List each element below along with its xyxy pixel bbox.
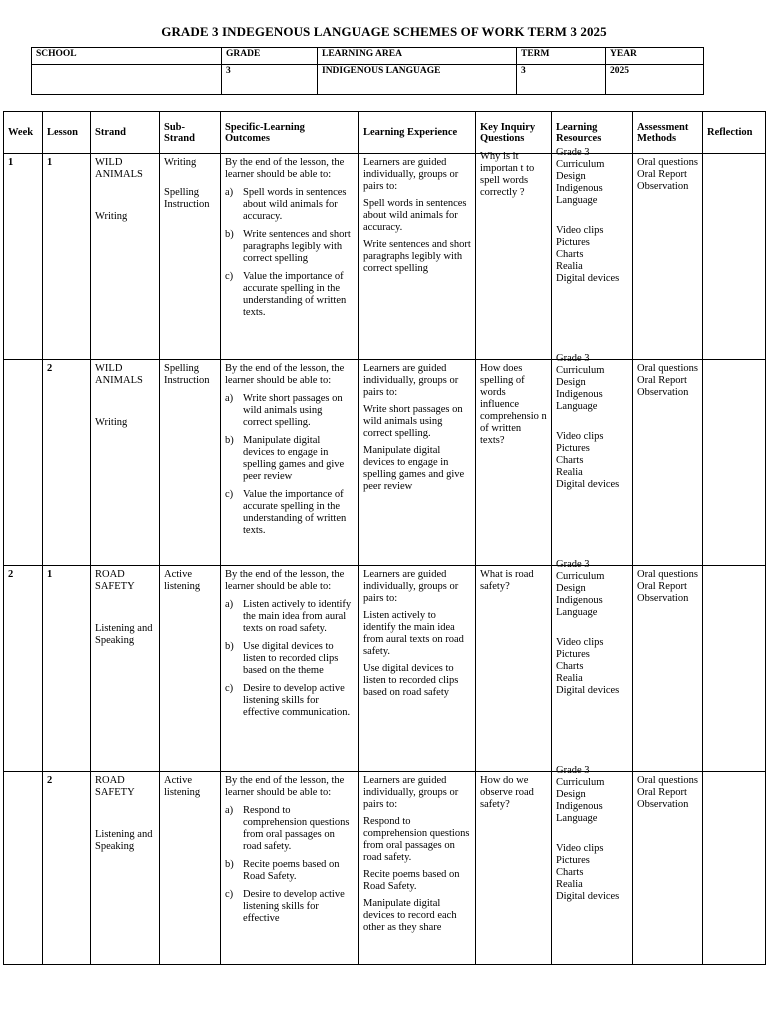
table-row xyxy=(4,772,766,965)
assessment-item: Oral Report xyxy=(637,375,687,386)
schemes-of-work-table xyxy=(3,111,766,965)
column-header-lesson: Lesson xyxy=(43,112,91,154)
table-row xyxy=(4,566,766,772)
outcomes-list xyxy=(225,187,354,319)
outcome-text: Write short passages on wild animals using correct spelling. xyxy=(243,393,343,428)
resource-item: Pictures xyxy=(556,855,590,866)
info-value-term: 3 xyxy=(517,65,606,95)
outcome-text: Use digital devices to listen to recorded clips based on the theme xyxy=(243,641,339,676)
info-header-year: YEAR xyxy=(606,48,704,65)
week-cell xyxy=(4,772,43,965)
reflection-cell xyxy=(703,154,766,360)
experience-text: Spell words in sentences about wild animals for accuracy. xyxy=(363,198,467,233)
learning-resources-cell xyxy=(552,353,633,566)
resources-design: Grade 3 Curriculum Design Indigenous Language xyxy=(556,765,605,824)
outcomes-list xyxy=(225,393,354,537)
outcome-item xyxy=(225,489,354,537)
resource-item: Realia xyxy=(556,879,583,890)
info-value-year: 2025 xyxy=(606,65,704,95)
column-header-week: Week xyxy=(4,112,43,154)
sub-strand-cell xyxy=(160,154,221,360)
outcome-item xyxy=(225,229,354,265)
assessment-methods-cell xyxy=(633,566,703,772)
strand-cell xyxy=(91,360,160,566)
inquiry-question: What is road safety? xyxy=(480,569,534,592)
assessment-item: Oral Report xyxy=(637,581,687,592)
experience-text: Learners are guided individually, groups or pairs to: xyxy=(363,569,459,604)
experience-text: Learners are guided individually, groups or pairs to: xyxy=(363,363,459,398)
assessment-methods-cell xyxy=(633,360,703,566)
sub-strand-name-secondary: Spelling Instruction xyxy=(164,187,210,210)
assessment-methods-cell xyxy=(633,772,703,965)
week-number: 2 xyxy=(8,569,14,580)
outcome-text: Manipulate digital devices to engage in spelling games and give peer review xyxy=(243,435,345,482)
week-number: 1 xyxy=(8,157,14,168)
resources-list xyxy=(556,843,628,903)
outcome-item xyxy=(225,187,354,223)
sub-strand-name: Spelling Instruction xyxy=(164,363,210,386)
experience-text: Use digital devices to listen to recorded clips based on road safety xyxy=(363,663,459,698)
assessment-methods-cell xyxy=(633,154,703,360)
strand-name: WILD ANIMALS xyxy=(95,157,143,180)
outcome-item xyxy=(225,641,354,677)
outcome-text: Desire to develop active listening skills for effective communication. xyxy=(243,683,351,718)
outcome-text: Value the importance of accurate spelling in the understanding of written texts. xyxy=(243,489,347,536)
resources-list xyxy=(556,637,628,697)
assessment-item: Oral Report xyxy=(637,169,687,180)
experience-text: Manipulate digital devices to engage in spelling games and give peer review xyxy=(363,445,465,492)
assessment-item: Observation xyxy=(637,181,689,192)
week-cell xyxy=(4,154,43,360)
resource-item: Pictures xyxy=(556,443,590,454)
sub-strand-cell xyxy=(160,772,221,965)
learning-experience-cell xyxy=(359,772,476,965)
resource-item: Realia xyxy=(556,261,583,272)
info-header-term: TERM xyxy=(517,48,606,65)
learning-experience-cell xyxy=(359,566,476,772)
resources-design: Grade 3 Curriculum Design Indigenous Language xyxy=(556,147,605,206)
learning-resources-cell xyxy=(552,559,633,772)
outcome-item xyxy=(225,683,354,719)
resource-item: Realia xyxy=(556,673,583,684)
column-header-learning-resources: Learning Resources xyxy=(552,112,633,154)
outcome-item xyxy=(225,393,354,429)
learning-experience-cell xyxy=(359,154,476,360)
sub-strand-cell xyxy=(160,360,221,566)
outcome-marker: c) xyxy=(225,683,234,694)
strand-cell xyxy=(91,772,160,965)
inquiry-question: Why is it importan t to spell words correctly ? xyxy=(480,151,535,198)
strand-name-secondary: Writing xyxy=(95,211,128,222)
outcome-marker: a) xyxy=(225,599,234,610)
reflection-cell xyxy=(703,360,766,566)
lesson-cell xyxy=(43,154,91,360)
resources-list xyxy=(556,431,628,491)
column-header-row xyxy=(4,112,766,154)
outcome-item xyxy=(225,859,354,883)
info-header-school: SCHOOL xyxy=(32,48,222,65)
outcome-intro: By the end of the lesson, the learner should be able to: xyxy=(225,775,345,798)
strand-name-secondary: Listening and Speaking xyxy=(95,623,153,646)
experience-text: Manipulate digital devices to record each other as they share xyxy=(363,898,457,933)
learning-outcomes-cell xyxy=(221,772,359,965)
strand-cell xyxy=(91,154,160,360)
column-header-sub-strand: Sub- Strand xyxy=(160,112,221,154)
resource-item: Charts xyxy=(556,867,584,878)
outcome-marker: b) xyxy=(225,641,234,652)
inquiry-question: How do we observe road safety? xyxy=(480,775,534,810)
strand-cell xyxy=(91,566,160,772)
resource-item: Video clips xyxy=(556,637,604,648)
column-header-key-inquiry-questions: Key Inquiry Questions xyxy=(476,112,552,154)
experience-text: Learners are guided individually, groups or pairs to: xyxy=(363,775,459,810)
sub-strand-cell xyxy=(160,566,221,772)
assessment-item: Observation xyxy=(637,387,689,398)
inquiry-question-cell xyxy=(476,360,552,566)
info-value-row xyxy=(32,65,704,95)
resource-item: Charts xyxy=(556,661,584,672)
assessment-item: Oral questions xyxy=(637,775,698,786)
learning-resources-cell xyxy=(552,765,633,965)
assessment-item: Observation xyxy=(637,593,689,604)
outcome-item xyxy=(225,271,354,319)
sub-strand-name: Active listening xyxy=(164,569,201,592)
resource-item: Digital devices xyxy=(556,273,620,284)
info-header-row xyxy=(32,48,704,65)
info-value-learning-area: INDIGENOUS LANGUAGE xyxy=(318,65,517,95)
experience-text: Recite poems based on Road Safety. xyxy=(363,869,460,892)
lesson-number: 1 xyxy=(47,157,53,168)
experience-text: Respond to comprehension questions from oral passages on road safety. xyxy=(363,816,470,863)
info-header-grade: GRADE xyxy=(222,48,318,65)
outcome-text: Value the importance of accurate spelling in the understanding of written texts. xyxy=(243,271,347,318)
sub-strand-name: Writing xyxy=(164,157,197,168)
assessment-item: Oral questions xyxy=(637,569,698,580)
resources-list xyxy=(556,225,628,285)
resource-item: Realia xyxy=(556,467,583,478)
outcome-text: Desire to develop active listening skills for effective xyxy=(243,889,345,924)
table-row xyxy=(4,360,766,566)
resource-item: Video clips xyxy=(556,431,604,442)
inquiry-question-cell xyxy=(476,151,552,360)
sub-strand-name: Active listening xyxy=(164,775,201,798)
outcome-marker: b) xyxy=(225,229,234,240)
resource-item: Digital devices xyxy=(556,891,620,902)
learning-outcomes-cell xyxy=(221,566,359,772)
outcome-marker: a) xyxy=(225,805,234,816)
outcome-text: Recite poems based on Road Safety. xyxy=(243,859,340,882)
outcome-item xyxy=(225,599,354,635)
learning-experience-cell xyxy=(359,360,476,566)
assessment-item: Oral questions xyxy=(637,157,698,168)
resource-item: Pictures xyxy=(556,237,590,248)
outcome-marker: c) xyxy=(225,889,234,900)
experience-text: Learners are guided individually, groups or pairs to: xyxy=(363,157,459,192)
resource-item: Charts xyxy=(556,455,584,466)
resource-item: Digital devices xyxy=(556,685,620,696)
lesson-number: 2 xyxy=(47,363,53,374)
week-cell xyxy=(4,360,43,566)
column-header-reflection: Reflection xyxy=(703,112,766,154)
inquiry-question: How does spelling of words influence comprehensio n of written texts? xyxy=(480,363,547,446)
resource-item: Video clips xyxy=(556,843,604,854)
outcome-text: Listen actively to identify the main idea from aural texts on road safety. xyxy=(243,599,352,634)
learning-outcomes-cell xyxy=(221,154,359,360)
lesson-number: 2 xyxy=(47,775,53,786)
column-header-strand: Strand xyxy=(91,112,160,154)
assessment-item: Oral Report xyxy=(637,787,687,798)
resource-item: Digital devices xyxy=(556,479,620,490)
outcome-item xyxy=(225,889,354,925)
info-value-grade: 3 xyxy=(222,65,318,95)
outcome-marker: a) xyxy=(225,393,234,404)
outcomes-list xyxy=(225,599,354,719)
resources-design: Grade 3 Curriculum Design Indigenous Language xyxy=(556,559,605,618)
outcome-intro: By the end of the lesson, the learner should be able to: xyxy=(225,363,345,386)
info-value-school xyxy=(32,65,222,95)
experience-text: Write sentences and short paragraphs legibly with correct spelling xyxy=(363,239,471,274)
outcome-marker: a) xyxy=(225,187,234,198)
experience-text: Write short passages on wild animals using correct spelling. xyxy=(363,404,463,439)
strand-name-secondary: Writing xyxy=(95,417,128,428)
resources-design: Grade 3 Curriculum Design Indigenous Language xyxy=(556,353,605,412)
lesson-cell xyxy=(43,360,91,566)
resource-item: Charts xyxy=(556,249,584,260)
week-cell xyxy=(4,566,43,772)
assessment-item: Observation xyxy=(637,799,689,810)
strand-name-secondary: Listening and Speaking xyxy=(95,829,153,852)
info-header-learning-area: LEARNING AREA xyxy=(318,48,517,65)
strand-name: ROAD SAFETY xyxy=(95,775,135,798)
outcome-item xyxy=(225,805,354,853)
outcome-item xyxy=(225,435,354,483)
outcome-marker: c) xyxy=(225,271,234,282)
outcome-intro: By the end of the lesson, the learner should be able to: xyxy=(225,569,345,592)
lesson-cell xyxy=(43,772,91,965)
lesson-cell xyxy=(43,566,91,772)
learning-resources-cell xyxy=(552,147,633,360)
outcome-marker: b) xyxy=(225,859,234,870)
outcome-text: Respond to comprehension questions from oral passages on road safety. xyxy=(243,805,350,852)
column-header-learning-experience: Learning Experience xyxy=(359,112,476,154)
reflection-cell xyxy=(703,566,766,772)
strand-name: WILD ANIMALS xyxy=(95,363,143,386)
strand-name: ROAD SAFETY xyxy=(95,569,135,592)
outcome-text: Spell words in sentences about wild animals for accuracy. xyxy=(243,187,347,222)
learning-outcomes-cell xyxy=(221,360,359,566)
outcomes-list xyxy=(225,805,354,925)
inquiry-question-cell xyxy=(476,566,552,772)
page-title: GRADE 3 INDEGENOUS LANGUAGE SCHEMES OF WORK TERM 3 2025 xyxy=(161,24,607,39)
inquiry-question-cell xyxy=(476,772,552,965)
experience-text: Listen actively to identify the main idea from aural texts on road safety. xyxy=(363,610,464,657)
assessment-item: Oral questions xyxy=(637,363,698,374)
lesson-number: 1 xyxy=(47,569,53,580)
reflection-cell xyxy=(703,772,766,965)
column-header-specific-learning-outcomes: Specific-Learning Outcomes xyxy=(221,112,359,154)
column-header-assessment-methods: Assessment Methods xyxy=(633,112,703,154)
outcome-text: Write sentences and short paragraphs legibly with correct spelling xyxy=(243,229,351,264)
outcome-intro: By the end of the lesson, the learner should be able to: xyxy=(225,157,345,180)
resource-item: Video clips xyxy=(556,225,604,236)
resource-item: Pictures xyxy=(556,649,590,660)
school-info-table xyxy=(31,47,704,95)
table-row xyxy=(4,154,766,360)
outcome-marker: b) xyxy=(225,435,234,446)
outcome-marker: c) xyxy=(225,489,234,500)
